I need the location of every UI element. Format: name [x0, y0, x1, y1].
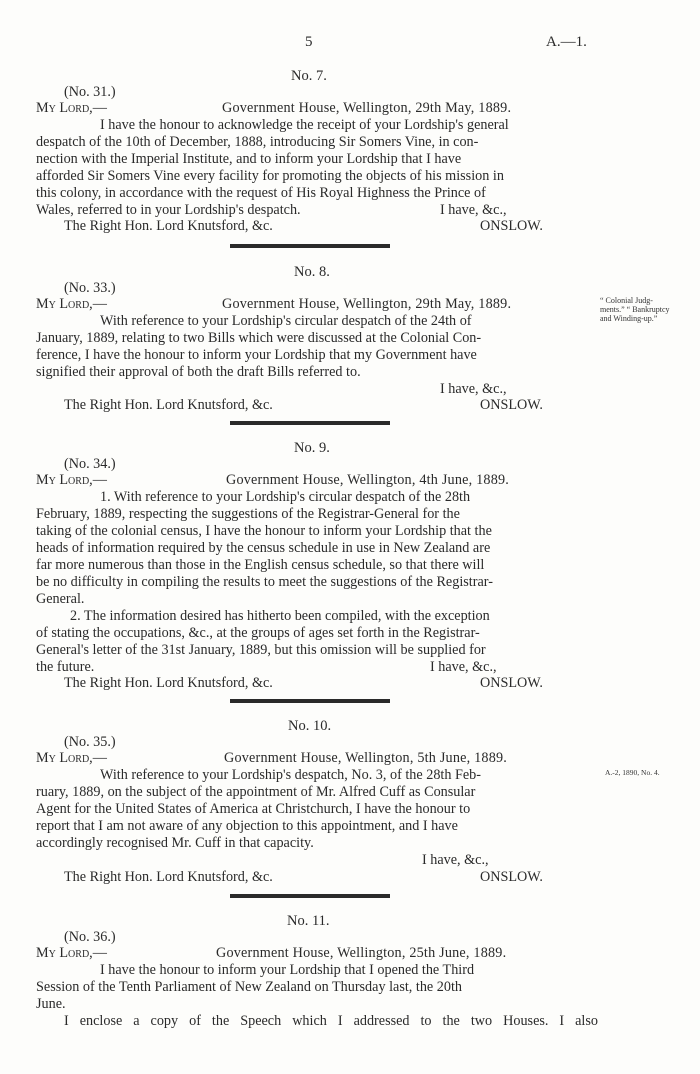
letter-ref-no: (No. 36.)	[64, 929, 116, 945]
section-divider	[230, 699, 390, 703]
letter-ref-no: (No. 31.)	[64, 84, 116, 100]
letter-ref-no: (No. 34.)	[64, 456, 116, 472]
letter-closing: I have, &c.,	[430, 659, 497, 675]
body-line: of stating the occupations, &c., at the groups of ages set forth in the Registrar-	[36, 625, 480, 641]
salutation: My Lord,—	[36, 296, 107, 312]
letter-body	[36, 117, 598, 202]
letter-address: Government House, Wellington, 5th June, 1889.	[224, 750, 508, 766]
margin-note: “ Colonial Judg-ments.” “ Bankruptcy and Winding-up.”	[600, 296, 670, 323]
body-line: report that I am not aware of any objection to this appointment, and I have	[36, 818, 458, 834]
letter-address: Government House, Wellington, 29th May, 1889.	[222, 100, 512, 116]
body-line: I have the honour to acknowledge the receipt of your Lordship's general	[100, 117, 509, 133]
body-line: I enclose a copy of the Speech which I addressed to the two Houses. I also	[64, 1013, 598, 1029]
margin-note: A.-2, 1890, No. 4.	[605, 768, 660, 777]
body-line: far more numerous than those in the English census schedule, so that there will	[36, 557, 485, 573]
letter-heading: No. 8.	[294, 264, 330, 280]
letter-address: Government House, Wellington, 25th June, 1889.	[216, 945, 507, 961]
body-line: I have the honour to inform your Lordship that I opened the Third	[100, 962, 475, 978]
letter-heading: No. 10.	[288, 718, 332, 734]
body-line: despatch of the 10th of December, 1888, introducing Sir Somers Vine, in con-	[36, 134, 479, 150]
letter-signature: ONSLOW.	[480, 675, 543, 691]
body-line: afforded Sir Somers Vine every facility for promoting the objects of his mission in	[36, 168, 504, 184]
body-line: ruary, 1889, on the subject of the appointment of Mr. Alfred Cuff as Consular	[36, 784, 476, 800]
body-line: signified their approval of both the draft Bills referred to.	[36, 364, 361, 380]
body-line: 2. The information desired has hitherto been compiled, with the exception	[70, 608, 490, 624]
body-line: 1. With reference to your Lordship's circular despatch of the 28th	[100, 489, 471, 505]
body-line: General.	[36, 591, 85, 607]
letter-body	[36, 313, 596, 364]
letter-addressee: The Right Hon. Lord Knutsford, &c.	[64, 397, 273, 413]
body-line: January, 1889, relating to two Bills which were discussed at the Colonial Con-	[36, 330, 482, 346]
document-reference: A.—1.	[546, 34, 587, 50]
salutation: My Lord,—	[36, 750, 107, 766]
section-divider	[230, 421, 390, 425]
salutation: My Lord,—	[36, 472, 107, 488]
body-line: the future.	[36, 659, 95, 675]
letter-body	[36, 767, 600, 835]
letter-signature: ONSLOW.	[480, 869, 543, 885]
body-line: February, 1889, respecting the suggestions of the Registrar-General for the	[36, 506, 460, 522]
salutation: My Lord,—	[36, 945, 107, 961]
body-line: nection with the Imperial Institute, and to inform your Lordship that I have	[36, 151, 462, 167]
body-line: With reference to your Lordship's despatch, No. 3, of the 28th Feb-	[100, 767, 482, 783]
letter-address: Government House, Wellington, 4th June, 1889.	[226, 472, 510, 488]
letter-closing: I have, &c.,	[440, 381, 507, 397]
body-line: taking of the colonial census, I have the honour to inform your Lordship that the	[36, 523, 492, 539]
letter-heading: No. 9.	[294, 440, 330, 456]
letter-ref-no: (No. 33.)	[64, 280, 116, 296]
letter-addressee: The Right Hon. Lord Knutsford, &c.	[64, 675, 273, 691]
letter-heading: No. 11.	[287, 913, 330, 929]
section-divider	[230, 894, 390, 898]
letter-signature: ONSLOW.	[480, 218, 543, 234]
body-line: be no difficulty in compiling the results to meet the suggestions of the Registrar-	[36, 574, 493, 590]
letter-signature: ONSLOW.	[480, 397, 543, 413]
letter-address: Government House, Wellington, 29th May, 1889.	[222, 296, 512, 312]
body-line: Agent for the United States of America at Christchurch, I have the honour to	[36, 801, 471, 817]
letter-addressee: The Right Hon. Lord Knutsford, &c.	[64, 218, 273, 234]
letter-body	[36, 962, 598, 996]
body-line: accordingly recognised Mr. Cuff in that capacity.	[36, 835, 314, 851]
salutation: My Lord,—	[36, 100, 107, 116]
body-line: Session of the Tenth Parliament of New Zealand on Thursday last, the 20th	[36, 979, 462, 995]
letter-body	[36, 1013, 598, 1030]
page-number: 5	[305, 34, 313, 50]
letter-addressee: The Right Hon. Lord Knutsford, &c.	[64, 869, 273, 885]
body-line: With reference to your Lordship's circular despatch of the 24th of	[100, 313, 472, 329]
letter-closing: I have, &c.,	[440, 202, 507, 218]
body-line: ference, I have the honour to inform your Lordship that my Government have	[36, 347, 477, 363]
letter-ref-no: (No. 35.)	[64, 734, 116, 750]
body-line: June.	[36, 996, 66, 1012]
body-line: Wales, referred to in your Lordship's despatch.	[36, 202, 301, 218]
body-line: this colony, in accordance with the request of His Royal Highness the Prince of	[36, 185, 486, 201]
letter-closing: I have, &c.,	[422, 852, 489, 868]
section-divider	[230, 244, 390, 248]
body-line: General's letter of the 31st January, 1889, but this omission will be supplied for	[36, 642, 486, 658]
body-line: heads of information required by the census schedule in use in New Zealand are	[36, 540, 491, 556]
letter-heading: No. 7.	[291, 68, 327, 84]
letter-body	[36, 489, 598, 659]
